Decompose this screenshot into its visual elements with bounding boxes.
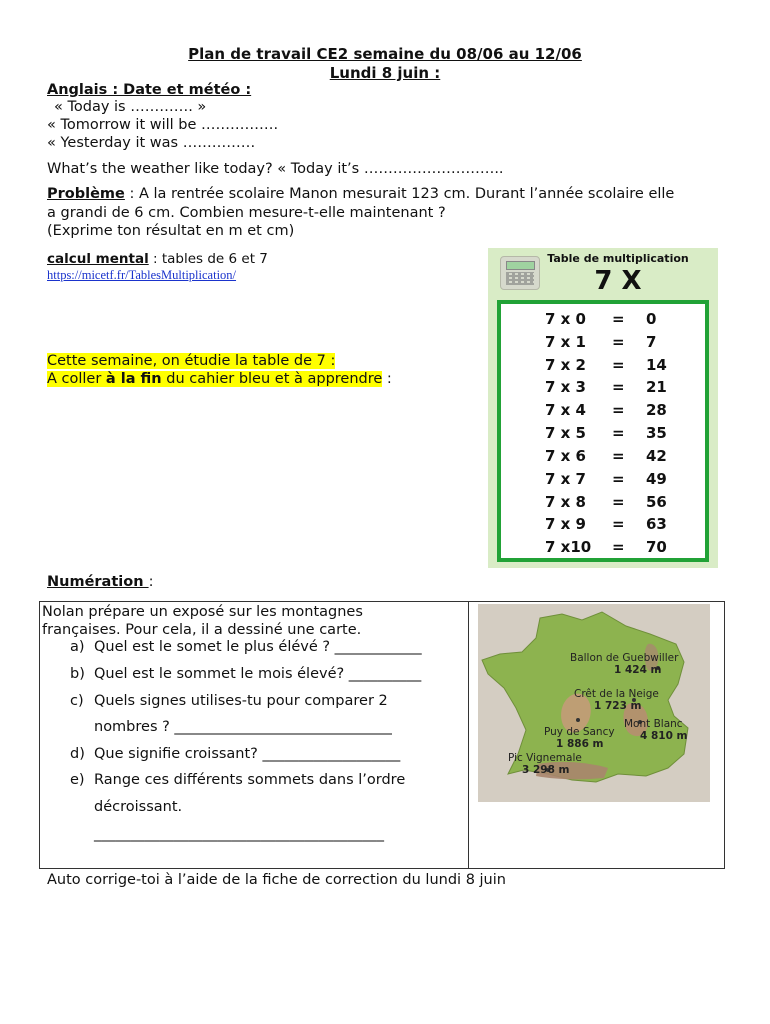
probleme-text: : A la rentrée scolaire Manon mesurait 123 cm. Durant l’année scolaire elle xyxy=(124,186,675,202)
question-label: d) xyxy=(70,746,85,762)
probleme-text: (Exprime ton résultat en m et cm) xyxy=(47,223,295,239)
semaine-text: : xyxy=(382,371,392,387)
numeration-table xyxy=(39,601,725,869)
anglais-line: What’s the weather like today? « Today it’s ……………………….. xyxy=(47,161,504,177)
row-left: 7 x 6 xyxy=(545,447,586,465)
semaine-line xyxy=(47,353,335,369)
question-item xyxy=(70,639,422,655)
table-row xyxy=(501,378,705,401)
question-item xyxy=(70,666,421,682)
probleme-heading: Problème xyxy=(47,186,125,202)
anglais-heading: Anglais : Date et météo : xyxy=(47,82,252,98)
numeration-intro: Nolan prépare un exposé sur les montagnes xyxy=(42,604,363,620)
calcul-heading: calcul mental xyxy=(47,251,149,267)
map-label: Ballon de Guebwiller xyxy=(570,652,679,664)
question-label: e) xyxy=(70,772,85,788)
row-right: 14 xyxy=(646,356,667,374)
numeration-intro: françaises. Pour cela, il a dessiné une carte. xyxy=(42,622,362,638)
row-right: 7 xyxy=(646,333,657,351)
map-label: Pic Vignemale xyxy=(508,752,582,764)
table-row xyxy=(501,493,705,516)
table-box xyxy=(497,300,709,562)
numeration-colon: : xyxy=(148,574,154,590)
question-item xyxy=(70,772,405,788)
row-right: 28 xyxy=(646,401,667,419)
row-eq: = xyxy=(612,356,625,374)
anglais-line: « Today is …………. » xyxy=(54,99,207,115)
table-row xyxy=(501,356,705,379)
row-left: 7 x 9 xyxy=(545,515,586,533)
row-eq: = xyxy=(612,538,625,556)
row-eq: = xyxy=(612,470,625,488)
question-item xyxy=(70,799,182,815)
answer-line xyxy=(70,826,384,842)
map-altitude: 3 298 m xyxy=(522,764,570,776)
table-row xyxy=(501,310,705,333)
row-eq: = xyxy=(612,493,625,511)
map-label: Mont Blanc xyxy=(624,718,683,730)
row-left: 7 x 0 xyxy=(545,310,586,328)
question-item xyxy=(70,693,388,709)
question-text: Quel est le sommet le mois élevé? __________ xyxy=(94,666,422,682)
table-divider xyxy=(468,602,469,868)
semaine-text: A coller xyxy=(47,371,106,387)
row-left: 7 x 1 xyxy=(545,333,586,351)
question-text: Range ces différents sommets dans l’ordre xyxy=(94,772,406,788)
calcul-line xyxy=(47,251,268,267)
map-altitude: 1 723 m xyxy=(594,700,642,712)
question-item xyxy=(70,719,392,735)
question-item xyxy=(70,746,400,762)
row-eq: = xyxy=(612,310,625,328)
probleme-line xyxy=(47,186,674,202)
probleme-text: a grandi de 6 cm. Combien mesure-t-elle maintenant ? xyxy=(47,205,446,221)
question-label: a) xyxy=(70,639,85,655)
numeration-line xyxy=(47,574,153,590)
table-row xyxy=(501,538,705,561)
table-row xyxy=(501,401,705,424)
calcul-link[interactable]: https://micetf.fr/TablesMultiplication/ xyxy=(47,268,237,282)
row-left: 7 x10 xyxy=(545,538,592,556)
row-eq: = xyxy=(612,401,625,419)
map-altitude: 4 810 m xyxy=(640,730,688,742)
row-right: 42 xyxy=(646,447,667,465)
numeration-heading: Numération xyxy=(47,574,149,590)
map-label: Crêt de la Neige xyxy=(574,688,659,700)
anglais-line: « Tomorrow it will be ……………. xyxy=(47,117,279,133)
map-altitude: 1 424 m xyxy=(614,664,662,676)
question-text: Quels signes utilises-tu pour comparer 2 xyxy=(94,693,388,709)
row-right: 35 xyxy=(646,424,667,442)
question-text: nombres ? ______________________________ xyxy=(94,719,392,735)
row-eq: = xyxy=(612,515,625,533)
row-right: 70 xyxy=(646,538,667,556)
question-label: b) xyxy=(70,666,85,682)
semaine-line xyxy=(47,371,392,387)
row-eq: = xyxy=(612,378,625,396)
row-left: 7 x 2 xyxy=(545,356,586,374)
question-text: Quel est le somet le plus élévé ? ____________ xyxy=(94,639,422,655)
table-row xyxy=(501,470,705,493)
footer-note: Auto corrige-toi à l’aide de la fiche de correction du lundi 8 juin xyxy=(47,872,506,888)
table-big-title: 7 X xyxy=(594,266,642,296)
question-text: Que signifie croissant? ___________________ xyxy=(94,746,401,762)
row-eq: = xyxy=(612,333,625,351)
row-left: 7 x 8 xyxy=(545,493,586,511)
semaine-emphasis: à la fin xyxy=(105,371,162,387)
france-mountains-map xyxy=(478,604,710,802)
calcul-text: : tables de 6 et 7 xyxy=(148,251,268,267)
row-left: 7 x 7 xyxy=(545,470,586,488)
row-right: 49 xyxy=(646,470,667,488)
question-text: ________________________________________ xyxy=(94,826,384,842)
table-row xyxy=(501,515,705,538)
map-altitude: 1 886 m xyxy=(556,738,604,750)
question-label: c) xyxy=(70,693,84,709)
row-eq: = xyxy=(612,424,625,442)
map-label: Puy de Sancy xyxy=(544,726,615,738)
table-caption: Table de multiplication xyxy=(547,252,689,265)
row-right: 56 xyxy=(646,493,667,511)
table-row xyxy=(501,447,705,470)
table-row xyxy=(501,333,705,356)
row-left: 7 x 4 xyxy=(545,401,586,419)
anglais-line: « Yesterday it was …………… xyxy=(47,135,256,151)
row-eq: = xyxy=(612,447,625,465)
question-text: décroissant. xyxy=(94,799,183,815)
row-left: 7 x 5 xyxy=(545,424,586,442)
page-day: Lundi 8 juin : xyxy=(329,64,441,82)
row-right: 63 xyxy=(646,515,667,533)
row-right: 0 xyxy=(646,310,657,328)
page-title: Plan de travail CE2 semaine du 08/06 au 12/06 xyxy=(188,45,582,63)
table-row xyxy=(501,424,705,447)
row-right: 21 xyxy=(646,378,667,396)
semaine-text: Cette semaine, on étudie la table de 7 : xyxy=(47,353,336,369)
row-left: 7 x 3 xyxy=(545,378,586,396)
semaine-text: du cahier bleu et à apprendre xyxy=(161,371,383,387)
multiplication-table-card xyxy=(488,248,718,568)
calculator-icon xyxy=(500,256,540,290)
